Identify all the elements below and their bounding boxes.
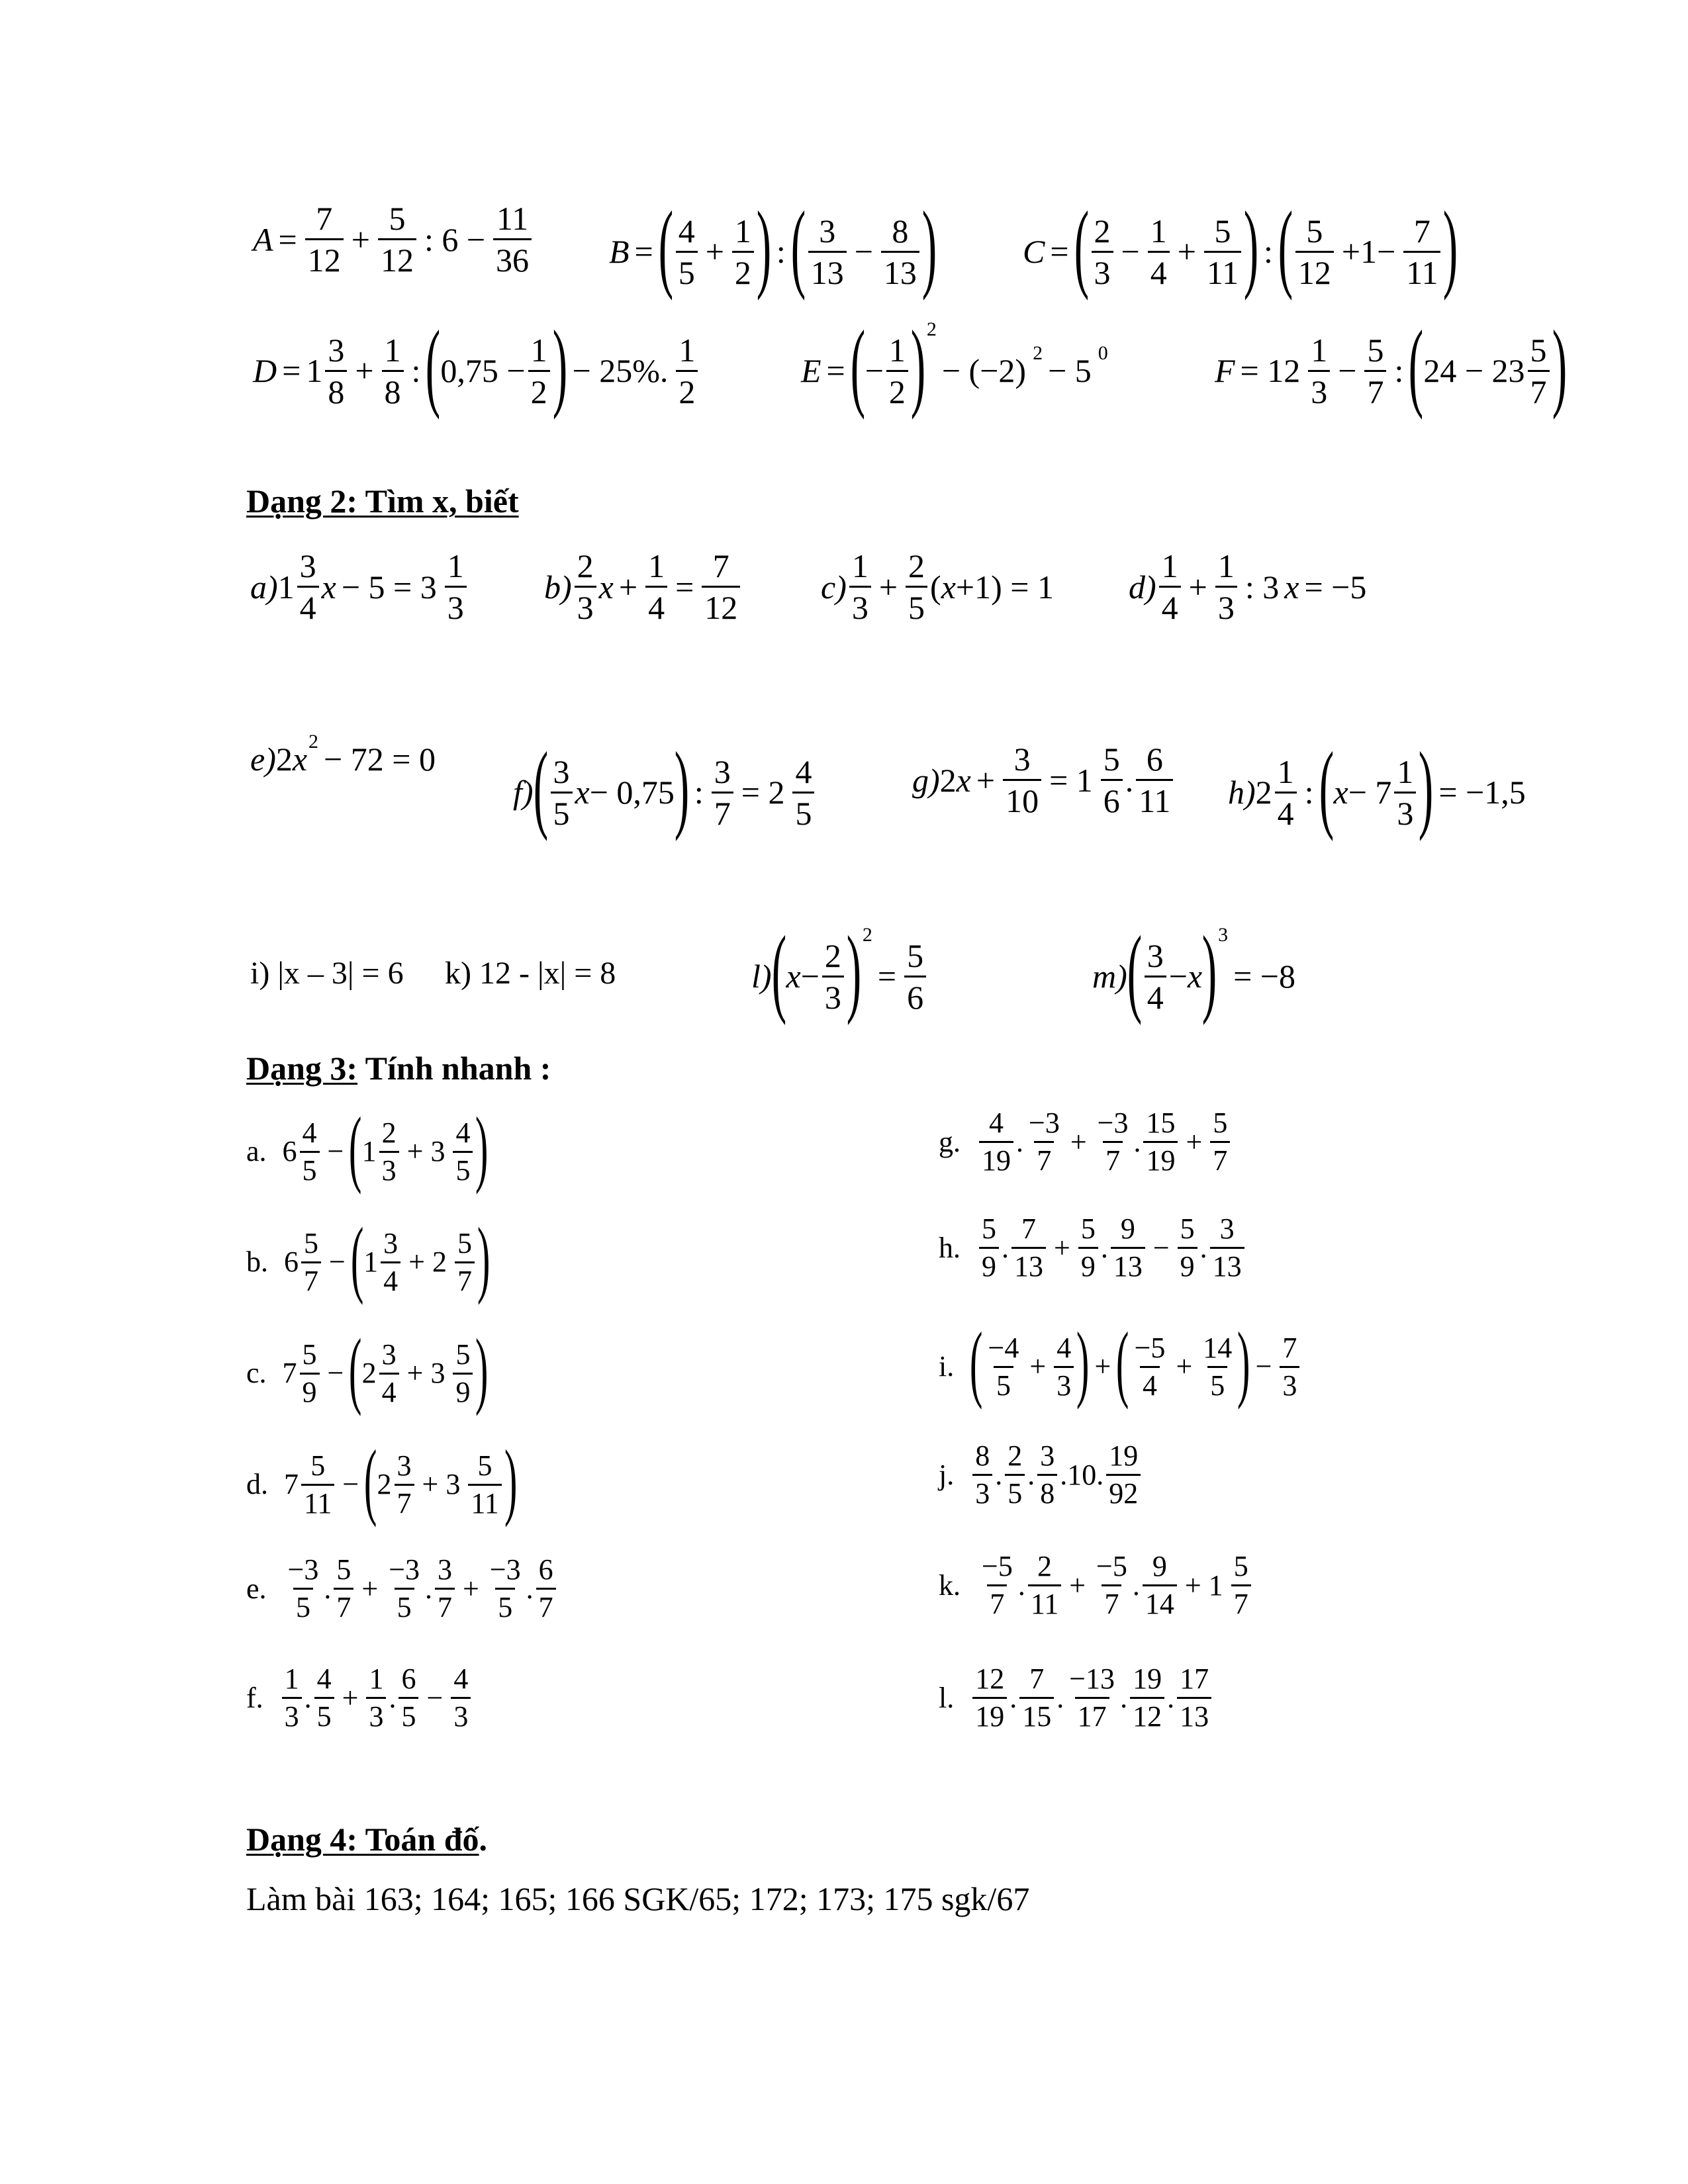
problem-3c: c. 7 $\frac{5}{9}$ − ( 2 $\frac{3}{4}$ + 3 $\frac{5}{9}$ )	[246, 1322, 489, 1417]
label-E: E	[801, 352, 821, 389]
fraction: $\frac{-3}{5}$	[389, 1553, 420, 1623]
fraction: $\frac{2}{5}$	[1005, 1441, 1025, 1508]
fraction: $\frac{19}{12}$	[1130, 1664, 1164, 1731]
problem-3h: h. $\frac{5}{9}$ . $\frac{7}{13}$ + $\frac{5}{9}$ . $\frac{9}{13}$ − $\frac{5}{9}$ . $\frac{3}{13}$	[939, 1214, 1247, 1281]
problem-3j: j. $\frac{8}{3}$ . $\frac{2}{5}$ . $\frac{3}{8}$ .10. $\frac{19}{92}$	[939, 1441, 1143, 1508]
fraction: $\frac{1}{4}$	[1275, 755, 1297, 830]
label-A: A	[253, 220, 273, 258]
fraction: $\frac{-4}{5}$	[988, 1331, 1019, 1402]
fraction: $\frac{9}{13}$	[1111, 1214, 1145, 1281]
fraction: $\frac{-5}{4}$	[1134, 1331, 1166, 1402]
fraction: $\frac{4}{5}$	[300, 1118, 320, 1185]
fraction: $\frac{4}{5}$	[792, 755, 814, 830]
fraction: $\frac{5}{7}$	[1364, 334, 1386, 408]
problem-3k: k. $\frac{-5}{7}$ . $\frac{2}{11}$ + $\frac{-5}{7}$ . $\frac{9}{14}$ + 1 $\frac{5}{7}$	[939, 1552, 1254, 1619]
fraction: $\frac{1}{4}$	[1159, 549, 1181, 624]
fraction: $\frac{7}{12}$	[305, 202, 344, 277]
fraction: $\frac{8}{3}$	[972, 1441, 992, 1508]
section2-heading: Dạng 2: Tìm x, biết	[246, 482, 519, 520]
fraction: $\frac{5}{7}$	[1231, 1552, 1251, 1619]
fraction: $\frac{7}{15}$	[1019, 1664, 1054, 1731]
fraction: $\frac{1}{8}$	[382, 334, 404, 408]
expr-D: D = 1 $\frac{3}{8}$ + $\frac{1}{8}$ : ( 0,75 − $\frac{1}{2}$ ) − 25%. $\frac{1}{2}$	[253, 321, 700, 420]
fraction: $\frac{3}{7}$	[712, 755, 733, 830]
fraction: $\frac{5}{9}$	[979, 1214, 999, 1281]
section4-text: Làm bài 163; 164; 165; 166 SGK/65; 172; 173; 175 sgk/67	[246, 1880, 1030, 1917]
fraction: $\frac{5}{9}$	[300, 1340, 320, 1407]
fraction: $\frac{-13}{17}$	[1069, 1662, 1115, 1733]
fraction: $\frac{5}{11}$	[1204, 214, 1241, 289]
fraction: $\frac{1}{2}$	[676, 334, 698, 408]
fraction: $\frac{1}{3}$	[849, 549, 871, 624]
expr-E: E = ( − $\frac{1}{2}$ ) 2 − (−2) 2 − 5 0	[801, 310, 1108, 420]
fraction: $\frac{5}{9}$	[453, 1340, 473, 1407]
fraction: $\frac{2}{3}$	[1092, 214, 1113, 289]
fraction: $\frac{12}{19}$	[972, 1664, 1007, 1731]
fraction: $\frac{7}{12}$	[702, 549, 740, 624]
problem-2d: d) $\frac{1}{4}$ + $\frac{1}{3}$ : 3 x = −5	[1129, 547, 1367, 626]
fraction: $\frac{5}{7}$	[334, 1555, 353, 1622]
fraction: $\frac{5}{7}$	[1210, 1109, 1230, 1175]
fraction: $\frac{5}{11}$	[468, 1451, 501, 1518]
problem-2a: a) 1 $\frac{3}{4}$ x − 5 = 3 $\frac{1}{3}$	[250, 549, 469, 624]
fraction: $\frac{5}{7}$	[1528, 334, 1550, 408]
fraction: $\frac{7}{13}$	[1011, 1214, 1046, 1281]
section3-heading: Dạng 3: Tính nhanh :	[246, 1050, 551, 1087]
fraction: $\frac{3}{13}$	[808, 214, 847, 289]
problem-3l: l. $\frac{12}{19}$ . $\frac{7}{15}$ . $\frac{-13}{17}$ . $\frac{19}{12}$ . $\frac{17}{13}$	[939, 1664, 1214, 1731]
fraction: $\frac{3}{13}$	[1210, 1214, 1244, 1281]
fraction: $\frac{6}{11}$	[1136, 743, 1173, 817]
fraction: $\frac{5}{6}$	[1101, 743, 1123, 817]
label-B: B	[609, 233, 630, 270]
fraction: $\frac{3}{4}$	[297, 549, 319, 624]
fraction: $\frac{1}{3}$	[1308, 334, 1330, 408]
fraction: $\frac{3}{10}$	[1003, 743, 1041, 817]
fraction: $\frac{7}{11}$	[1403, 214, 1440, 289]
problem-3b: b. 6 $\frac{5}{7}$ − ( 1 $\frac{3}{4}$ + 2 $\frac{5}{7}$ )	[246, 1210, 491, 1306]
fraction: $\frac{-3}{7}$	[1097, 1107, 1129, 1177]
fraction: $\frac{1}{3}$	[1215, 549, 1237, 624]
fraction: $\frac{6}{5}$	[399, 1664, 418, 1731]
fraction: $\frac{3}{5}$	[551, 755, 573, 830]
fraction: $\frac{2}{3}$	[575, 549, 596, 624]
problem-3g: g. $\frac{4}{19}$ . $\frac{-3}{7}$ + $\frac{-3}{7}$ . $\frac{15}{19}$ + $\frac{5}{7}$	[939, 1109, 1233, 1175]
problem-2l: l) ( x − $\frac{2}{3}$ ) 2 = $\frac{5}{6}$	[751, 927, 929, 1026]
label-F: F	[1215, 352, 1235, 389]
label-C: C	[1023, 233, 1045, 270]
fraction: $\frac{5}{9}$	[1078, 1214, 1098, 1281]
fraction: $\frac{1}{2}$	[732, 214, 754, 289]
fraction: $\frac{9}{14}$	[1143, 1552, 1177, 1619]
fraction: $\frac{2}{11}$	[1028, 1552, 1061, 1619]
problem-2e: e) 2 x 2 − 72 = 0	[250, 731, 436, 778]
fraction: $\frac{5}{11}$	[301, 1451, 334, 1518]
problem-2i: i) |x – 3| = 6	[250, 956, 404, 991]
fraction: $\frac{2}{5}$	[906, 549, 927, 624]
fraction: $\frac{15}{19}$	[1143, 1109, 1178, 1175]
fraction: $\frac{4}{5}$	[453, 1118, 473, 1185]
fraction: $\frac{-3}{7}$	[1029, 1107, 1060, 1177]
fraction: $\frac{11}{36}$	[493, 202, 532, 277]
section4-heading: Dạng 4: Toán đố.	[246, 1821, 488, 1858]
problem-3d: d. 7 $\frac{5}{11}$ − ( 2 $\frac{3}{7}$ + 3 $\frac{5}{11}$ )	[246, 1433, 518, 1528]
fraction: $\frac{6}{7}$	[536, 1555, 556, 1622]
fraction: $\frac{4}{5}$	[314, 1664, 334, 1731]
fraction: $\frac{3}{4}$	[1145, 939, 1166, 1014]
fraction: $\frac{5}{6}$	[904, 939, 926, 1014]
expr-F: F = 12 $\frac{1}{3}$ − $\frac{5}{7}$ : ( 24 − 23 $\frac{5}{7}$ )	[1215, 310, 1567, 420]
fraction: $\frac{5}{7}$	[455, 1229, 475, 1296]
fraction: $\frac{2}{3}$	[822, 939, 844, 1014]
fraction: $\frac{3}{8}$	[325, 334, 347, 408]
fraction: $\frac{1}{4}$	[645, 549, 667, 624]
fraction: $\frac{-3}{5}$	[287, 1553, 319, 1623]
fraction: $\frac{19}{92}$	[1106, 1441, 1141, 1508]
problem-2c: c) $\frac{1}{3}$ + $\frac{2}{5}$ ( x +1) = 1	[821, 547, 1054, 626]
fraction: $\frac{3}{8}$	[1037, 1441, 1057, 1508]
fraction: $\frac{5}{7}$	[301, 1229, 321, 1296]
fraction: $\frac{3}{7}$	[395, 1451, 414, 1518]
expr-B: B = ( $\frac{4}{5}$ + $\frac{1}{2}$ ) : ( $\frac{3}{13}$ − $\frac{8}{13}$ )	[609, 191, 937, 301]
fraction: $\frac{5}{12}$	[378, 202, 416, 277]
fraction: $\frac{4}{3}$	[1054, 1334, 1074, 1400]
fraction: $\frac{1}{2}$	[528, 334, 550, 408]
problem-2g: g) 2 x + $\frac{3}{10}$ = 1 $\frac{5}{6}$ . $\frac{6}{11}$	[912, 743, 1176, 817]
fraction: $\frac{1}{4}$	[1148, 214, 1170, 289]
problem-2h: h) 2 $\frac{1}{4}$ : ( x − 7 $\frac{1}{3}$ ) = −1,5	[1228, 732, 1526, 842]
fraction: $\frac{3}{7}$	[435, 1555, 455, 1622]
fraction: $\frac{1}{2}$	[886, 334, 908, 408]
expr-C: C = ( $\frac{2}{3}$ − $\frac{1}{4}$ + $\frac{5}{11}$ ) : ( $\frac{5}{12}$ +1− $\frac{7}{11}$ )	[1023, 191, 1458, 301]
problem-3i: i. ( $\frac{-4}{5}$ + $\frac{4}{3}$ ) + ( $\frac{-5}{4}$ + $\frac{14}{5}$ ) − $\frac{7}{3}$	[939, 1324, 1302, 1410]
fraction: $\frac{4}{19}$	[979, 1109, 1013, 1175]
fraction: $\frac{-5}{7}$	[1096, 1550, 1127, 1620]
expr-A: A = $\frac{7}{12}$ + $\frac{5}{12}$ : 6 − $\frac{11}{36}$	[253, 202, 534, 277]
problem-2f: f) ( $\frac{3}{5}$ x − 0,75 ) : $\frac{3}{7}$ = 2 $\frac{4}{5}$	[513, 743, 817, 842]
fraction: $\frac{1}{3}$	[445, 549, 467, 624]
fraction: $\frac{-3}{5}$	[489, 1553, 521, 1623]
fraction: $\frac{1}{3}$	[1394, 755, 1416, 830]
fraction: $\frac{5}{12}$	[1295, 214, 1334, 289]
problem-3f: f. $\frac{1}{3}$ . $\frac{4}{5}$ + $\frac{1}{3}$ . $\frac{6}{5}$ − $\frac{4}{3}$	[246, 1664, 473, 1731]
fraction: $\frac{4}{5}$	[676, 214, 698, 289]
fraction: $\frac{7}{3}$	[1280, 1334, 1299, 1400]
label-D: D	[253, 352, 277, 389]
fraction: $\frac{17}{13}$	[1177, 1664, 1211, 1731]
fraction: $\frac{1}{3}$	[366, 1664, 386, 1731]
problem-2m: m) ( $\frac{3}{4}$ − x ) 3 = −8	[1092, 916, 1295, 1026]
fraction: $\frac{3}{4}$	[379, 1340, 399, 1407]
fraction: $\frac{-5}{7}$	[982, 1550, 1013, 1620]
fraction: $\frac{3}{4}$	[381, 1229, 400, 1296]
fraction: $\frac{2}{3}$	[379, 1118, 399, 1185]
fraction: $\frac{1}{3}$	[282, 1664, 302, 1731]
fraction: $\frac{8}{13}$	[881, 214, 919, 289]
problem-2k: k) 12 - |x| = 8	[445, 956, 616, 991]
problem-3a: a. 6 $\frac{4}{5}$ − ( 1 $\frac{2}{3}$ + 3 $\frac{4}{5}$ )	[246, 1100, 489, 1195]
problem-3e: e. $\frac{-3}{5}$ . $\frac{5}{7}$ + $\frac{-3}{5}$ . $\frac{3}{7}$ + $\frac{-3}{5}$ . $\frac{6}{7}$	[246, 1555, 559, 1622]
fraction: $\frac{5}{9}$	[1178, 1214, 1197, 1281]
fraction: $\frac{14}{5}$	[1203, 1331, 1233, 1402]
fraction: $\frac{4}{3}$	[451, 1664, 471, 1731]
problem-2b: b) $\frac{2}{3}$ x + $\frac{1}{4}$ = $\frac{7}{12}$	[544, 549, 743, 624]
